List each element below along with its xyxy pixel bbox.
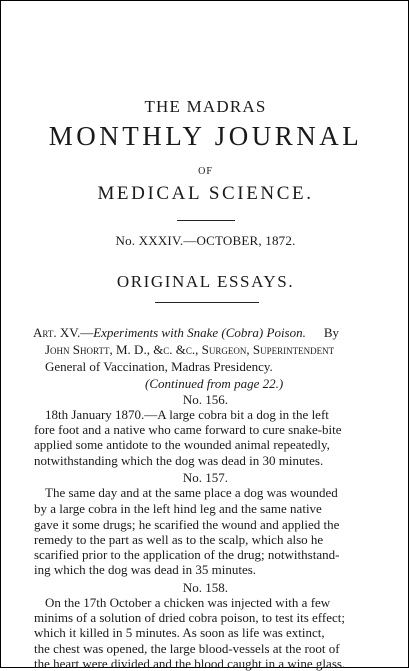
text-line: scarified prior to the application of the drug; notwithstand- — [34, 547, 340, 563]
text-line: which it killed in 5 minutes. As soon as life was extinct, — [34, 625, 325, 641]
case-number: No. 157. — [182, 469, 229, 485]
issue-line: No. XXXIV.—OCTOBER, 1872. — [115, 233, 296, 248]
text-line: On the 17th October a chicken was injected with a few — [45, 594, 331, 610]
journal-title-line-4: MEDICAL SCIENCE. — [97, 183, 314, 204]
text-line: 18th January 1870.—A large cobra bit a dog in the left — [45, 406, 329, 422]
journal-title-line-2: MONTHLY JOURNAL — [48, 121, 363, 151]
text-line: ing which the dog was dead in 35 minutes. — [34, 562, 257, 578]
article-affiliation: General of Vaccination, Madras Presidency. — [45, 359, 273, 374]
section-divider-rule — [155, 302, 259, 303]
text-line: remedy to the part as well as to the scalp, which also he — [34, 531, 324, 547]
text-line: the chest was opened, the large blood-vessels at the root of — [34, 640, 340, 656]
text-line: applied some antidote to the wounded animal repeatedly, — [34, 437, 330, 453]
text-line: The same day and at the same place a dog was wounded — [45, 485, 338, 501]
section-title: ORIGINAL ESSAYS. — [116, 272, 295, 291]
text-line: notwithstanding which the dog was dead in 30 minutes. — [34, 452, 324, 468]
article-author: John Shortt, M. D., &c. &c., Surgeon, Superintendent — [45, 342, 335, 357]
text-line: the heart were divided and the blood caught in a wine glass. — [34, 656, 346, 671]
case-number: No. 156. — [182, 391, 229, 407]
text-line: fore foot and a native who came forward to cure snake-bite — [34, 422, 342, 438]
case-number: No. 158. — [182, 579, 229, 595]
text-line: by a large cobra in the left hind leg and the same native — [34, 501, 322, 517]
text-line: gave it some drugs; he scarified the wound and applied the — [34, 516, 340, 532]
article-title: Experiments with Snake (Cobra) Poison. — [93, 325, 306, 340]
article-heading — [33, 325, 339, 340]
article-continued-note: (Continued from page 22.) — [145, 376, 284, 391]
article-number: Art. XV.— — [33, 325, 94, 340]
article-by: By — [323, 325, 340, 340]
journal-title-line-3: OF — [198, 166, 213, 177]
text-line: minims of a solution of dried cobra poison, to test its effect; — [34, 610, 345, 626]
divider-rule — [177, 220, 235, 221]
journal-title-line-1: THE MADRAS — [144, 97, 267, 116]
